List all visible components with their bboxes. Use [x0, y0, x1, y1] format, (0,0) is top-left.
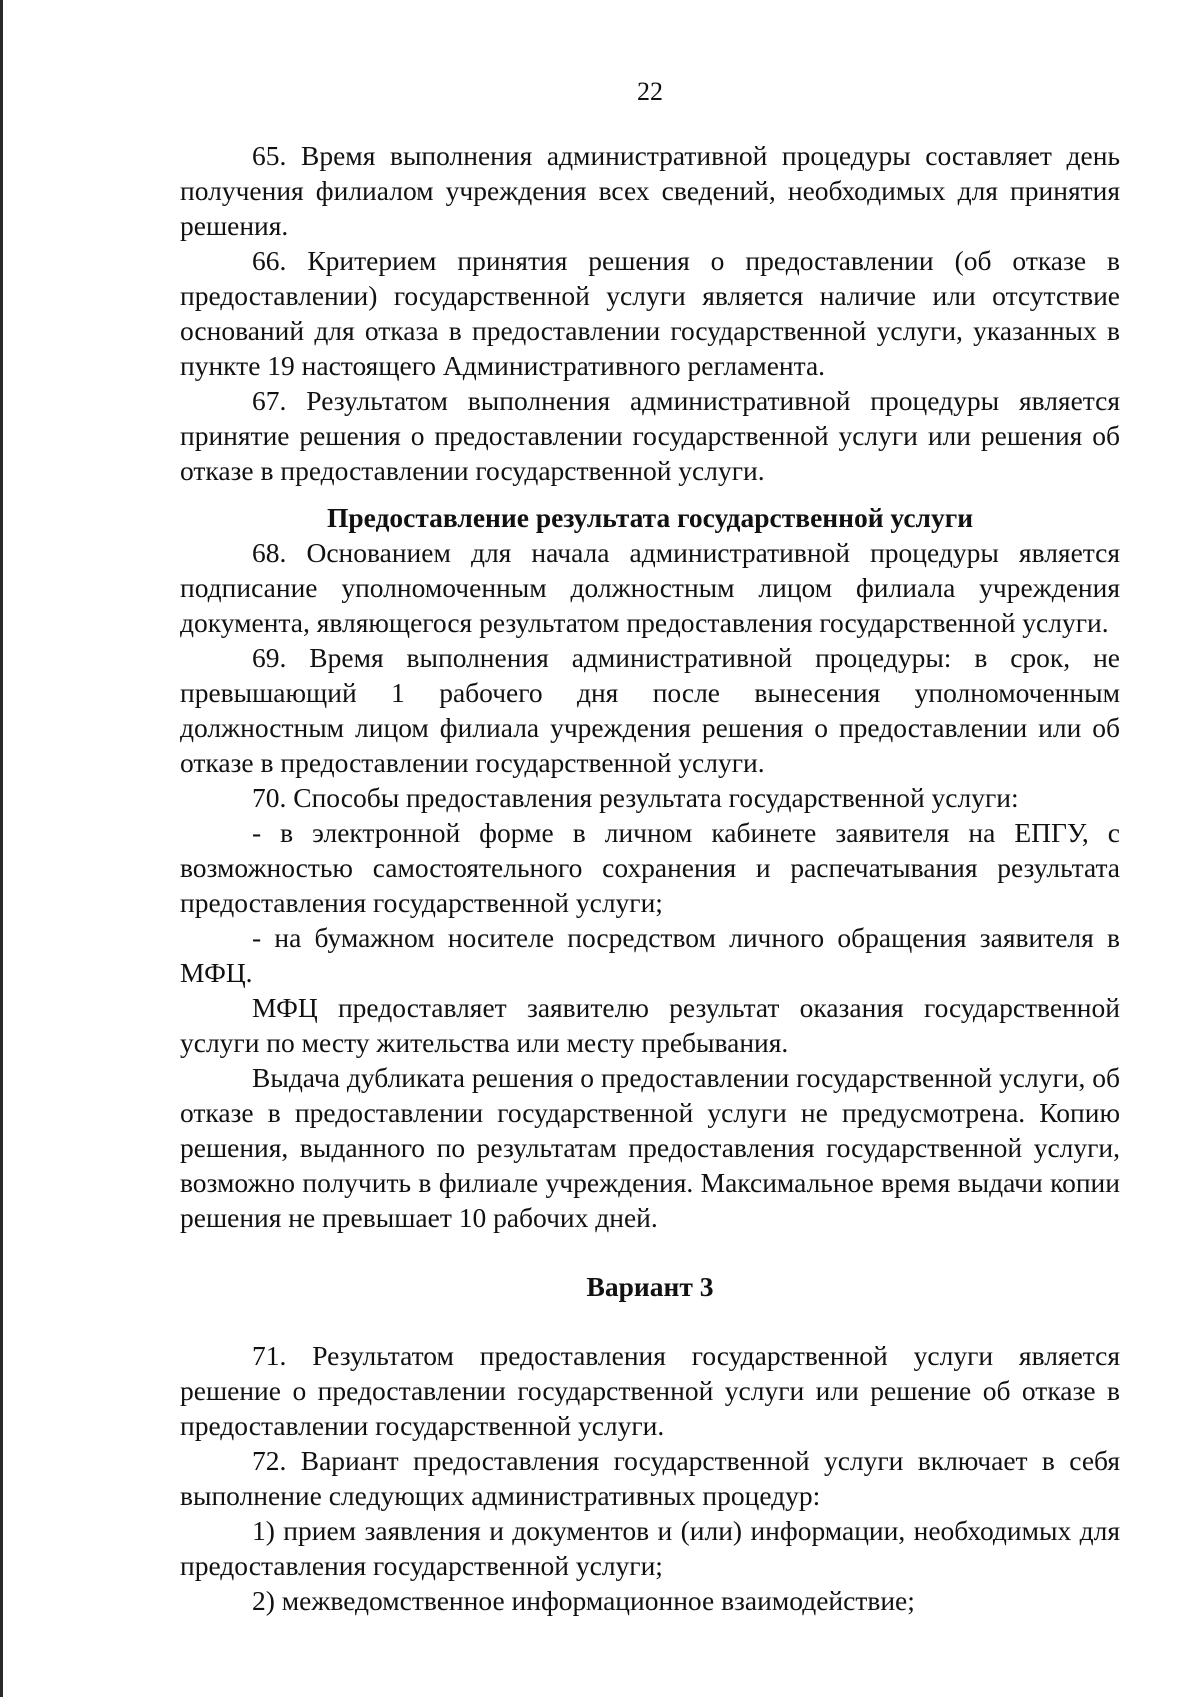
paragraph-67: 67. Результатом выполнения административной процедуры является принятие решения о предоставлении государственной услуги или решения об отказе в предоставлении государственной услуги.	[180, 385, 1120, 486]
list-item-paper-form: - на бумажном носителе посредством личного обращения заявителя в МФЦ.	[180, 922, 1120, 988]
list-item-electronic-form: - в электронной форме в личном кабинете заявителя на ЕПГУ, с возможностью самостоятельного сохранения и распечатывания результата предоставления государственной услуги;	[180, 817, 1120, 918]
list-item-2: 2) межведомственное информационное взаимодействие;	[252, 1585, 915, 1616]
scan-edge	[0, 0, 3, 1697]
paragraph-68: 68. Основанием для начала административной процедуры является подписание уполномоченным должностным лицом филиала учреждения документа, являющегося результатом предоставления государственной услуги.	[180, 537, 1120, 638]
section-heading-result-delivery: Предоставление результата государственной услуги	[326, 502, 974, 533]
page-number: 22	[637, 77, 663, 106]
paragraph-70: 70. Способы предоставления результата государственной услуги:	[252, 782, 1019, 813]
paragraph-71: 71. Результатом предоставления государственной услуги является решение о предоставлении государственной услуги или решение об отказе в предоставлении государственной услуги.	[180, 1340, 1120, 1441]
paragraph-66: 66. Критерием принятия решения о предоставлении (об отказе в предоставлении) государственной услуги является наличие или отсутствие оснований для отказа в предоставлении государственной услуги, указанных в пункте 19 настоящего Административного регламента.	[180, 245, 1120, 381]
paragraph-mfc: МФЦ предоставляет заявителю результат оказания государственной услуги по месту жительства или месту пребывания.	[180, 992, 1120, 1058]
paragraph-duplicate: Выдача дубликата решения о предоставлении государственной услуги, об отказе в предоставлении государственной услуги не предусмотрена. Копию решения, выданного по результатам предоставления государственной услуги, возможно получить в филиале учреждения. Максимальное время выдачи копии решения не превышает 10 рабочих дней.	[180, 1062, 1120, 1233]
paragraph-72: 72. Вариант предоставления государственной услуги включает в себя выполнение следующих административных процедур:	[180, 1445, 1120, 1511]
list-item-1: 1) прием заявления и документов и (или) информации, необходимых для предоставления государственной услуги;	[180, 1515, 1120, 1581]
paragraph-65: 65. Время выполнения административной процедуры составляет день получения филиалом учреждения всех сведений, необходимых для принятия решения.	[180, 140, 1120, 241]
variant-heading: Вариант 3	[586, 1271, 714, 1302]
paragraph-69: 69. Время выполнения административной процедуры: в срок, не превышающий 1 рабочего дня после вынесения уполномоченным должностным лицом филиала учреждения решения о предоставлении или об отказе в предоставлении государственной услуги.	[180, 642, 1120, 778]
document-page	[180, 76, 1120, 1618]
